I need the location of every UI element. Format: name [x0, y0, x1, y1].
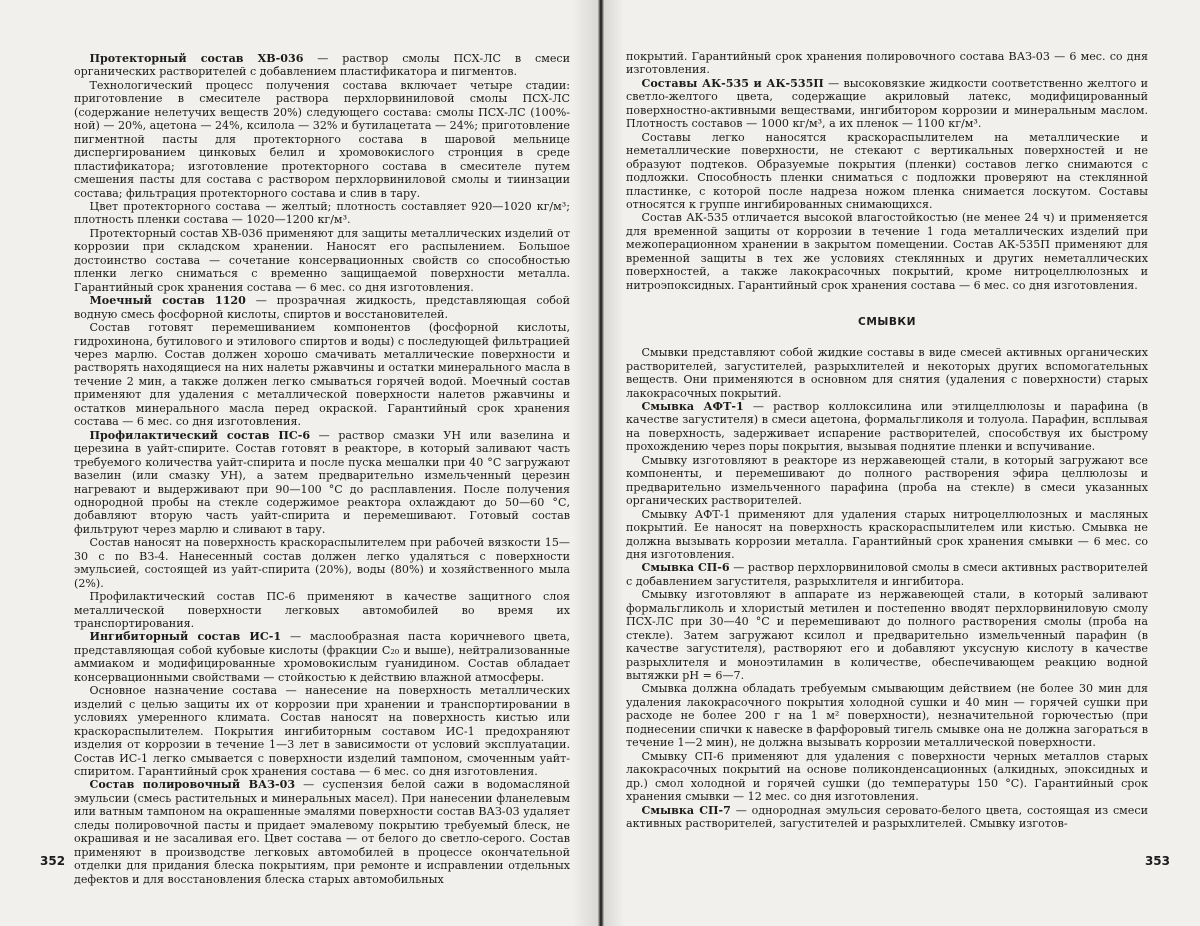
paragraph-text: Протекторный состав ХВ-036 применяют для защиты металлических изделий от коррозии при складском хранении. Наносят его распылением. Большое достоинство состава — сочетание консервационных свойств со способностью пленки легко сниматься с временно защищаемой поверхности металла. Гарантийный срок хранения состава — 6 мес. со дня изготовления. [74, 226, 570, 294]
paragraph [74, 79, 570, 200]
paragraph-text: Технологический процесс получения состава включает четыре стадии: приготовление в смесителе раствора перхлорвиниловой смолы ПСХ-ЛС (содержание нелетучих веществ 20%) следующего состава: смолы ПСХ-ЛС (100%-ной) — 20%, ацетона — 24%, ксилола — 32% и бутилацетата — 24%; приготовление пигментной пасты для протекторного состава в шаровой мельнице диспергированием цинковых белил и хромовокислого стронция в среде пластификатора; изготовление протекторного состава в смесителе путем смешения пасты для состава с раствором перхлорвиниловой смолы и тиинзации состава; фильтрация протекторного состава и слив в тару. [74, 78, 570, 200]
paragraph [74, 294, 570, 321]
paragraph-text: Состав АК-535 отличается высокой влагостойкостью (не менее 24 ч) и применяется для временной защиты от коррозии в течение 1 года металлических изделий при межоперационном хранении в закрытом помещении. Состав АК-535П применяют для временной защиты в тех же условиях стеклянных и других неметаллических поверхностей, а также лакокрасочных покрытий, кроме нитроцеллюлозных и нитроэпоксидных. Гарантийный срок хранения состава — 6 мес. со дня изготовления. [626, 211, 1148, 292]
paragraph-text: — раствор коллоксилина или этилцеллюлозы и парафина (в качестве загустителя) в смеси ацетона, формальгликоля и толуола. Парафин, всплывая на поверхность, задерживает испарение растворителей, способствуя их быстрому прохождению через поры покрытия, вызывая поднятие пленки и вспучивание. [626, 399, 1148, 454]
paragraph [74, 630, 570, 684]
paragraph-text: Состав наносят на поверхность краскораспылителем при рабочей вязкости 15—30 с по ВЗ-4. Нанесенный состав должен легко удаляться с поверхности эмульсией, состоящей из уайт-спирита (20%), воды (80%) и хозяйственного мыла (2%). [74, 536, 570, 590]
paragraph [626, 77, 1148, 131]
paragraph [74, 778, 570, 886]
paragraph-text: Смывку изготовляют в реакторе из нержавеющей стали, в который загружают все компоненты, и перемешивают до полного растворения эфира целлюлозы и предварительно измельченного парафина (проба на стекле) в смеси указанных органических растворителей. [626, 453, 1148, 508]
paragraph-text: — суспензия белой сажи в водомасляной эмульсии (смесь растительных и минеральных масел). При нанесении фланелевым или ватным тампоном на окрашенные эмалями поверхности состав ВАЗ-03 удаляет следы полировочной пасты и придает эмалевому покрытию требуемый блеск, не окрашивая и не засаливая его. Цвет состава — от белого до светло-серого. Состав применяют в производстве легковых автомобилей в процессе окончательной отделки для придания блеска покрытиям, при ремонте и исправлении отдельных дефектов и для восстановления блеска старых автомобильных [74, 778, 570, 886]
term-heading: Смывка АФТ-1 [641, 399, 744, 413]
paragraph-text: — раствор перхлорвиниловой смолы в смеси активных растворителей с добавлением загустителя, разрыхлителя и ингибитора. [626, 561, 1148, 588]
paragraph [626, 346, 1148, 400]
term-heading: Протекторный состав ХВ-036 [89, 52, 304, 65]
paragraph [626, 131, 1148, 212]
left-page [0, 0, 598, 926]
paragraph-text: Смывки представляют собой жидкие составы в виде смесей активных органических растворителей, загустителей, разрыхлителей и некоторых других вспомогательных веществ. Они применяются в основном для снятия (удаления с поверхности) старых лакокрасочных покрытий. [626, 346, 1148, 400]
paragraph [74, 321, 570, 429]
term-heading: Моечный состав 1120 [89, 294, 246, 308]
paragraph [74, 684, 570, 778]
paragraph-text: Составы легко наносятся краскораспылителем на металлические и неметаллические поверхности, не стекают с вертикальных поверхностей и не образуют подтеков. Образуемые покрытия (пленки) составов легко снимаются с подложки. Способность пленки сниматься с подложки проверяют на стеклянной пластинке, с которой после надреза ножом пленка снимается лоскутом. Составы относятся к группе ингибированных снимающихся. [626, 130, 1148, 211]
paragraph-text: Профилактический состав ПС-6 применяют в качестве защитного слоя металлической поверхности легковых автомобилей во время их транспортирования. [74, 590, 570, 631]
right-page-text-top [626, 50, 1148, 292]
paragraph [626, 682, 1148, 749]
paragraph [626, 508, 1148, 562]
paragraph-text: Смывку СП-6 применяют для удаления с поверхности черных металлов старых лакокрасочных покрытий на основе поликонденсационных (алкидных, эпоксидных и др.) смол холодной и горячей сушки (до температуры 150 °С). Гарантийный срок хранения смывки — 12 мес. со дня изготовления. [626, 749, 1148, 804]
paragraph [626, 804, 1148, 831]
paragraph-text: Смывку АФТ-1 применяют для удаления старых нитроцеллюлозных и масляных покрытий. Ее наносят на поверхность краскораспылителем или кистью. Смывка не должна вызывать коррозии металла. Гарантийный срок хранения смывки — 6 мес. со дня изготовления. [626, 507, 1148, 561]
paragraph-text: Смывка должна обладать требуемым смывающим действием (не более 30 мин для удаления лакокрасочного покрытия холодной сушки и 40 мин — горячей сушки при расходе не более 200 г на 1 м² поверхности), незначительной горючестью (при поднесении спички к навеске в фарфоровый тигель смывке она не должна загораться в течение 1—2 мин), не должна вызывать коррозии металлической поверхности. [626, 682, 1148, 750]
page-number: 352 [40, 854, 66, 868]
paragraph-text: — однородная эмульсия серовато-белого цвета, состоящая из смеси активных растворителей, загустителей и разрыхлителей. Смывку изготов- [626, 803, 1148, 831]
term-heading: Состав полировочный ВАЗ-03 [89, 778, 296, 792]
paragraph-text: — высоковязкие жидкости соответственно желтого и светло-желтого цвета, содержащие акриловый латекс, модифицированный поверхностно-активными веществами, ингибитором коррозии и минеральным маслом. Плотность составов — 1000 кг/м³, а их пленок — 1100 кг/м³. [626, 76, 1148, 131]
paragraph-text: — раствор смазки УН или вазелина и церезина в уайт-спирите. Состав готовят в реакторе, в который заливают часть требуемого количества уайт-спирита и после пуска мешалки при 40 °С загружают вазелин (или смазку УН), а затем предварительно измельченный церезин нагревают и выдерживают при 90—100 °С до расплавления. После получения однородной пробы на стекле содержимое реактора охлаждают до 50—60 °С, добавляют вторую часть уайт-спирита и перемешивают. Готовый состав фильтруют через марлю и сливают в тару. [74, 428, 570, 536]
section-heading: СМЫВКИ [858, 316, 916, 329]
paragraph [626, 454, 1148, 508]
term-heading: Составы АК-535 и АК-535П [641, 76, 824, 90]
paragraph [626, 561, 1148, 588]
paragraph [626, 211, 1148, 292]
term-heading: Смывка СП-6 [641, 561, 730, 575]
paragraph [74, 536, 570, 590]
term-heading: Ингибиторный состав ИС-1 [89, 630, 282, 644]
paragraph [74, 52, 570, 79]
paragraph-text: Цвет протекторного состава — желтый; плотность составляет 920—1020 кг/м³; плотность пленки состава — 1020—1200 кг/м³. [74, 199, 570, 227]
left-page-text [74, 52, 570, 886]
right-page [604, 0, 1200, 926]
term-heading: Смывка СП-7 [641, 803, 731, 817]
paragraph [74, 227, 570, 294]
paragraph-text: — маслообразная паста коричневого цвета, представляющая собой кубовые кислоты (фракции C₂₀ и выше), нейтрализованные аммиаком и модифицированные хромовокислым гуанидином. Состав обладает консервационными свойствами — стойкостью к действию влажной атмосферы. [74, 630, 570, 684]
term-heading: Профилактический состав ПС-6 [89, 428, 311, 442]
paragraph-text: — раствор смолы ПСХ-ЛС в смеси органических растворителей с добавлением пластификатора и пигментов. [74, 52, 570, 79]
paragraph [74, 200, 570, 227]
paragraph [74, 429, 570, 537]
paragraph [626, 750, 1148, 804]
paragraph [626, 588, 1148, 682]
paragraph [74, 590, 570, 630]
paragraph-text: — прозрачная жидкость, представляющая собой водную смесь фосфорной кислоты, спиртов и восстановителей. [74, 294, 570, 321]
page-number: 353 [1144, 854, 1170, 868]
paragraph [626, 400, 1148, 454]
paragraph-text: Основное назначение состава — нанесение на поверхность металлических изделий с целью защиты их от коррозии при хранении и транспортировании в условиях умеренного климата. Состав наносят на поверхность кистью или краскораспылителем. Покрытия ингибиторным составом ИС-1 предохраняют изделия от коррозии в течение 1—3 лет в зависимости от условий эксплуатации. Состав ИС-1 легко смывается с поверхности изделий тампоном, смоченным уайт-спиритом. Гарантийный срок хранения состава — 6 мес. со дня изготовления. [74, 684, 570, 779]
paragraph [626, 50, 1148, 77]
right-page-text-bottom [626, 346, 1148, 830]
paragraph-text: Смывку изготовляют в аппарате из нержавеющей стали, в который заливают формальгликоль и хлористый метилен и постепенно вводят перхлорвиниловую смолу ПСХ-ЛС при 30—40 °С и перемешивают до полного растворения смолы (проба на стекле). Затем загружают ксилол и предварительно измельченный парафин (в качестве загустителя), растворяют его и добавляют уксусную кислоту в качестве разрыхлителя и моноэтиламин в количестве, обеспечивающем реакцию водной вытяжки pH = 6—7. [626, 588, 1148, 683]
paragraph-text: покрытий. Гарантийный срок хранения полировочного состава ВАЗ-03 — 6 мес. со дня изготовления. [626, 50, 1148, 77]
paragraph-text: Состав готовят перемешиванием компонентов (фосфорной кислоты, гидрохинона, бутилового и этилового спиртов и воды) с последующей фильтрацией через марлю. Состав должен хорошо смачивать металлические поверхности и растворять находящиеся на них налеты ржавчины и остатки минерального масла в течение 2 мин, а также должен легко смываться горячей водой. Моечный состав применяют для удаления с металлической поверхности налетов ржавчины и остатков минерального масла перед окраской. Гарантийный срок хранения состава — 6 мес. со дня изготовления. [74, 321, 570, 429]
